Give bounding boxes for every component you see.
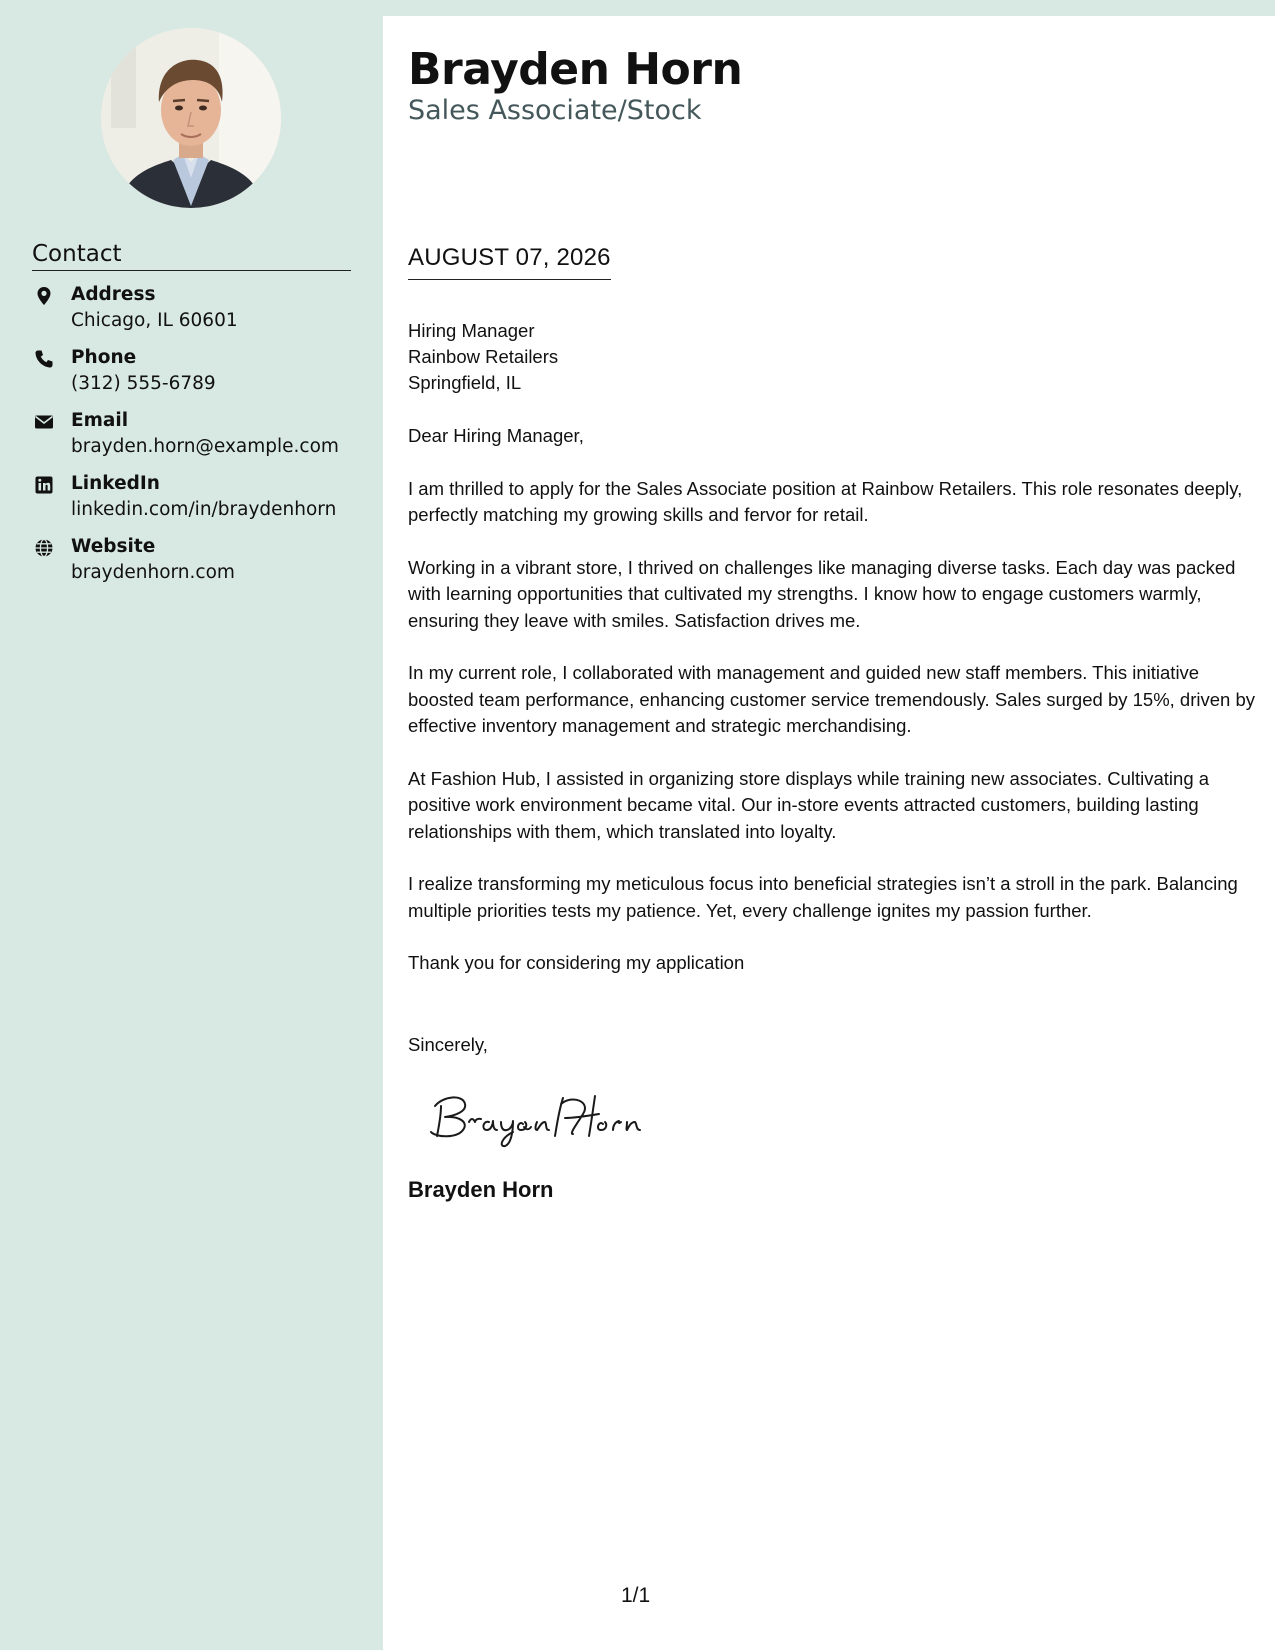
- recipient-location: Springfield, IL: [408, 372, 522, 393]
- signer-name: Brayden Horn: [408, 1177, 554, 1202]
- globe-icon: [34, 538, 54, 558]
- letter-body: [408, 423, 1256, 1003]
- envelope-icon: [34, 412, 54, 432]
- letter-paragraph: At Fashion Hub, I assisted in organizing store displays while training new associates. Cultivating a positive work environment became vital. Our in-store events attracted customers, building lasting relationships with them, which translated into loyalty.: [408, 767, 1210, 842]
- applicant-name: Brayden Horn: [408, 44, 743, 95]
- linkedin-icon: [34, 475, 54, 495]
- contact-list: [32, 283, 362, 598]
- closing: Sincerely,: [408, 1034, 488, 1055]
- salutation: Dear Hiring Manager,: [408, 425, 584, 446]
- location-pin-icon: [34, 286, 54, 306]
- contact-heading: Contact: [32, 240, 351, 271]
- sidebar: [0, 0, 383, 1650]
- contact-website: [32, 535, 362, 598]
- recipient-company: Rainbow Retailers: [408, 346, 559, 367]
- profile-photo: [101, 28, 281, 208]
- avatar: [101, 28, 281, 208]
- contact-email: [32, 409, 362, 472]
- linkedin-link[interactable]: linkedin.com/in/braydenhorn: [71, 499, 337, 520]
- letter-main: [383, 16, 1275, 1650]
- letter-paragraph: I realize transforming my meticulous focus into beneficial strategies isn’t a stroll in the park. Balancing multiple priorities tests my patience. Yet, every challenge ignites my passion further.: [408, 873, 1238, 921]
- contact-phone: [32, 346, 362, 409]
- signature: [423, 1084, 683, 1154]
- address-value: Chicago, IL 60601: [71, 310, 238, 331]
- contact-label: Website: [71, 536, 156, 557]
- phone-value: (312) 555-6789: [71, 373, 216, 394]
- phone-icon: [34, 349, 54, 369]
- email-link[interactable]: brayden.horn@example.com: [71, 436, 339, 457]
- contact-label: Address: [71, 284, 156, 305]
- contact-address: [32, 283, 362, 346]
- applicant-role: Sales Associate/Stock: [408, 95, 702, 126]
- letter-paragraph: I am thrilled to apply for the Sales Associate position at Rainbow Retailers. This role resonates deeply, perfectly matching my growing skills and fervor for retail.: [408, 477, 1243, 525]
- website-link[interactable]: braydenhorn.com: [71, 562, 235, 583]
- recipient-title: Hiring Manager: [408, 320, 535, 341]
- letter-paragraph: In my current role, I collaborated with management and guided new staff members. This initiative boosted team performance, enhancing customer service tremendously. Sales surged by 15%, driven by effective inventory management and strategic merchandising.: [408, 662, 1255, 736]
- contact-label: Email: [71, 410, 129, 431]
- contact-linkedin: [32, 472, 362, 535]
- recipient-block: [408, 318, 558, 396]
- page-number: 1/1: [621, 1584, 651, 1607]
- contact-label: LinkedIn: [71, 473, 160, 494]
- letter-paragraph: Thank you for considering my application: [408, 952, 745, 973]
- letter-date: AUGUST 07, 2026: [408, 243, 611, 280]
- contact-label: Phone: [71, 347, 137, 368]
- letter-paragraph: Working in a vibrant store, I thrived on challenges like managing diverse tasks. Each day was packed with learning opportunities that cultivated my strengths. I know how to engage customers warmly, ensuring they leave with smiles. Satisfaction drives me.: [408, 556, 1236, 631]
